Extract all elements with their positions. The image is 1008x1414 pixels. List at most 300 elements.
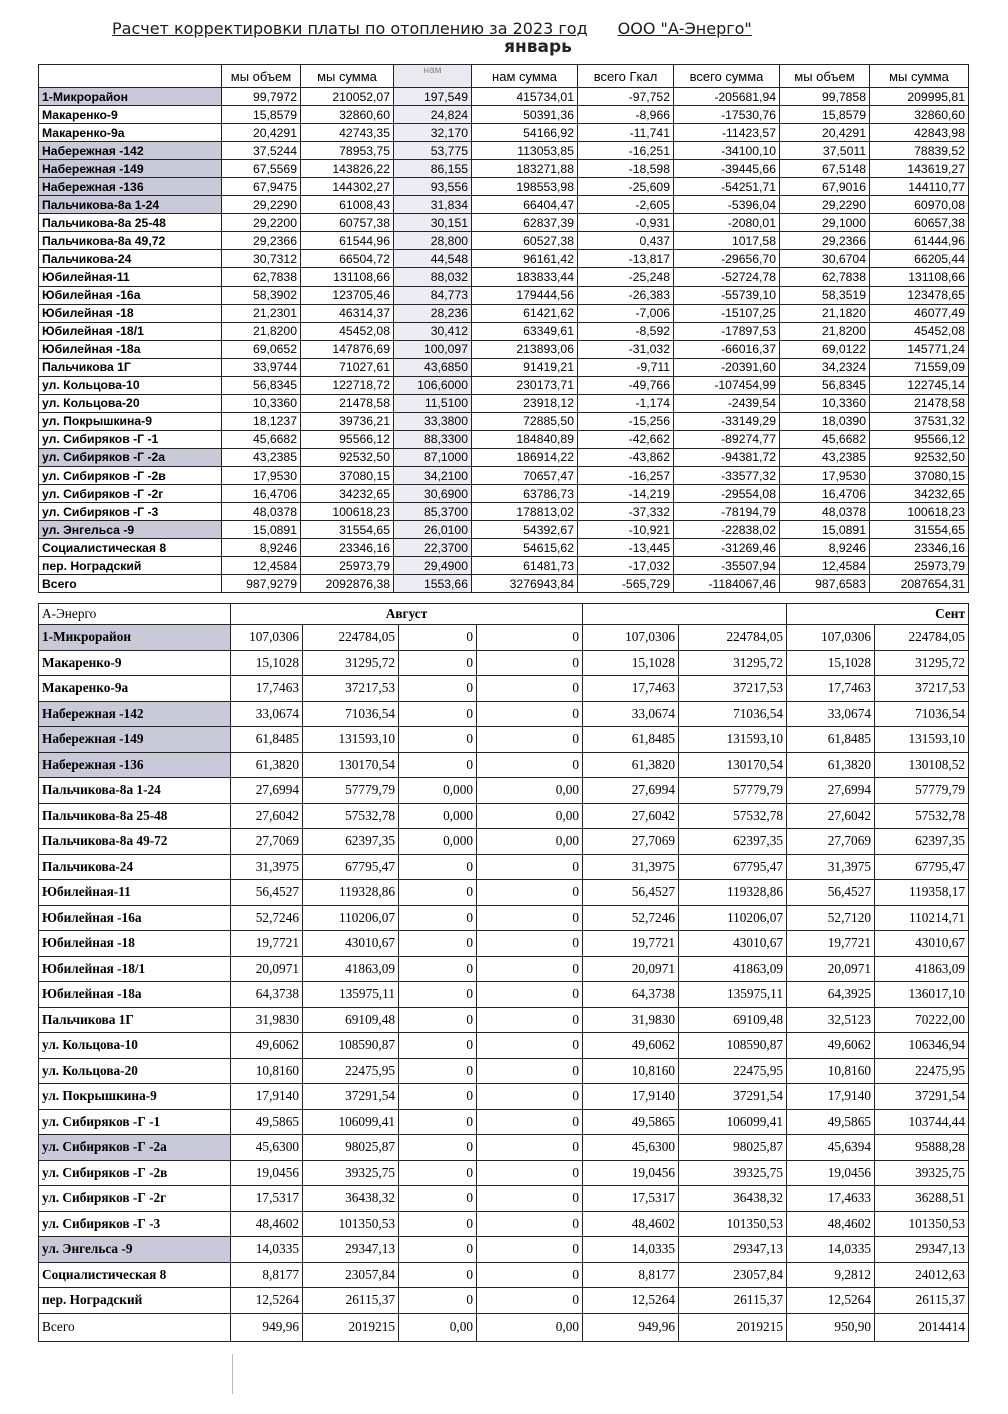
value-cell: 52,7120 (787, 905, 875, 931)
value-cell: 29,2200 (222, 214, 301, 232)
address-cell: Пальчикова-24 (39, 250, 222, 268)
value-cell: 987,6583 (780, 575, 870, 593)
value-cell: 78839,52 (870, 142, 969, 160)
value-cell: 29,2290 (780, 196, 870, 214)
value-cell: 30,6900 (394, 485, 472, 503)
value-cell: 57532,78 (875, 803, 969, 829)
value-cell: 43,2385 (780, 448, 870, 466)
value-cell: -25,248 (578, 268, 674, 286)
value-cell: -2,605 (578, 196, 674, 214)
address-cell: ул. Сибиряков -Г -3 (39, 503, 222, 521)
value-cell: 0 (399, 752, 477, 778)
value-cell: 12,5264 (231, 1288, 303, 1314)
value-cell: 1017,58 (674, 232, 780, 250)
value-cell: 31,3975 (583, 854, 679, 880)
value-cell: 0,437 (578, 232, 674, 250)
value-cell: 19,7721 (787, 931, 875, 957)
address-cell: Набережная -136 (39, 752, 231, 778)
value-cell: -55739,10 (674, 286, 780, 304)
value-cell: 11,5100 (394, 394, 472, 412)
table-row (39, 880, 969, 906)
value-cell: -26,383 (578, 286, 674, 304)
table-row (39, 752, 969, 778)
value-cell: -42,662 (578, 430, 674, 448)
value-cell: -8,592 (578, 322, 674, 340)
value-cell: 210052,07 (301, 88, 394, 106)
value-cell: 62397,35 (303, 829, 399, 855)
address-cell: Пальчикова-24 (39, 854, 231, 880)
value-cell: 0 (399, 676, 477, 702)
value-cell: 62397,35 (679, 829, 787, 855)
value-cell: 37217,53 (679, 676, 787, 702)
value-cell: 17,7463 (787, 676, 875, 702)
value-cell: 92532,50 (301, 448, 394, 466)
value-cell: 31,834 (394, 196, 472, 214)
scan-artifact-line (232, 1354, 233, 1394)
address-cell: Пальчикова-8а 1-24 (39, 196, 222, 214)
value-cell: 39325,75 (679, 1160, 787, 1186)
value-cell: 15,8579 (780, 106, 870, 124)
value-cell: 0 (399, 905, 477, 931)
table-row (39, 178, 969, 196)
value-cell: 0 (477, 854, 583, 880)
value-cell: 19,7721 (231, 931, 303, 957)
value-cell: 42843,98 (870, 124, 969, 142)
value-cell: -52724,78 (674, 268, 780, 286)
value-cell: 29,2290 (222, 196, 301, 214)
value-cell: 0 (399, 1186, 477, 1212)
value-cell: 61,3820 (583, 752, 679, 778)
value-cell: 49,6062 (787, 1033, 875, 1059)
address-cell: Макаренко-9 (39, 650, 231, 676)
value-cell: 88,032 (394, 268, 472, 286)
value-cell: 9,2812 (787, 1262, 875, 1288)
value-cell: -25,609 (578, 178, 674, 196)
org-name: ООО "А-Энерго" (617, 19, 752, 38)
value-cell: 32,170 (394, 124, 472, 142)
title-text: Расчет корректировки платы по отоплению за 2023 год (112, 19, 588, 38)
table-row (39, 250, 969, 268)
value-cell: 21,1820 (780, 304, 870, 322)
value-cell: 10,3360 (222, 394, 301, 412)
value-cell: 987,9279 (222, 575, 301, 593)
value-cell: 91419,21 (472, 358, 578, 376)
value-cell: 144110,77 (870, 178, 969, 196)
value-cell: 32860,60 (301, 106, 394, 124)
value-cell: 61544,96 (301, 232, 394, 250)
value-cell: 64,3925 (787, 982, 875, 1008)
value-cell: 135975,11 (679, 982, 787, 1008)
value-cell: 98025,87 (679, 1135, 787, 1161)
value-cell: 71036,54 (303, 701, 399, 727)
value-cell: 46077,49 (870, 304, 969, 322)
value-cell: 119328,86 (303, 880, 399, 906)
value-cell: 12,4584 (222, 557, 301, 575)
value-cell: 27,6042 (787, 803, 875, 829)
value-cell: 179444,56 (472, 286, 578, 304)
value-cell: 22475,95 (875, 1058, 969, 1084)
address-cell: ул. Кольцова-20 (39, 394, 222, 412)
table-row (39, 521, 969, 539)
value-cell: 31,3975 (231, 854, 303, 880)
value-cell: 31554,65 (870, 521, 969, 539)
value-cell: 0 (399, 956, 477, 982)
value-cell: -31269,46 (674, 539, 780, 557)
value-cell: 27,7069 (231, 829, 303, 855)
table-row (39, 160, 969, 178)
value-cell: 88,3300 (394, 430, 472, 448)
value-cell: 67795,47 (303, 854, 399, 880)
address-cell: ул. Сибиряков -Г -2в (39, 466, 222, 484)
address-cell: Всего (39, 575, 222, 593)
value-cell: -54251,71 (674, 178, 780, 196)
value-cell: 12,5264 (787, 1288, 875, 1314)
address-cell: пер. Ноградский (39, 1288, 231, 1314)
address-cell: Набережная -142 (39, 142, 222, 160)
value-cell: 0 (399, 1211, 477, 1237)
table-row (39, 1007, 969, 1033)
table-row (39, 676, 969, 702)
value-cell: 57779,79 (875, 778, 969, 804)
value-cell: 23918,12 (472, 394, 578, 412)
header-my-sum-2: мы сумма (870, 65, 969, 88)
value-cell: 15,8579 (222, 106, 301, 124)
value-cell: 2087654,31 (870, 575, 969, 593)
value-cell: 60970,08 (870, 196, 969, 214)
value-cell: 0 (399, 1160, 477, 1186)
value-cell: 209995,81 (870, 88, 969, 106)
value-cell: -17897,53 (674, 322, 780, 340)
value-cell: -29554,08 (674, 485, 780, 503)
value-cell: 78953,75 (301, 142, 394, 160)
value-cell: 21478,58 (870, 394, 969, 412)
value-cell: 20,4291 (222, 124, 301, 142)
value-cell: 103744,44 (875, 1109, 969, 1135)
table-row (39, 854, 969, 880)
value-cell: 31,9830 (231, 1007, 303, 1033)
table-row (39, 1058, 969, 1084)
value-cell: 101350,53 (303, 1211, 399, 1237)
address-cell: Юбилейная -18/1 (39, 322, 222, 340)
value-cell: 62,7838 (222, 268, 301, 286)
address-cell: ул. Покрышкина-9 (39, 412, 222, 430)
value-cell: 67795,47 (875, 854, 969, 880)
value-cell: 17,9140 (787, 1084, 875, 1110)
total-row (39, 575, 969, 593)
value-cell: 0 (399, 1033, 477, 1059)
table-row (39, 1211, 969, 1237)
address-cell: Пальчикова-8а 49-72 (39, 829, 231, 855)
address-cell: Юбилейная -16а (39, 286, 222, 304)
value-cell: 29,2366 (780, 232, 870, 250)
value-cell: 27,6042 (583, 803, 679, 829)
value-cell: 0 (477, 1007, 583, 1033)
value-cell: 61,3820 (787, 752, 875, 778)
value-cell: 100,097 (394, 340, 472, 358)
table-row (39, 304, 969, 322)
table-row (39, 1186, 969, 1212)
value-cell: 57779,79 (679, 778, 787, 804)
value-cell: 415734,01 (472, 88, 578, 106)
document-title (112, 19, 752, 38)
august-table (38, 603, 969, 1342)
value-cell: 113053,85 (472, 142, 578, 160)
january-table (38, 64, 969, 593)
value-cell: 26115,37 (679, 1288, 787, 1314)
address-cell: Социалистическая 8 (39, 539, 222, 557)
value-cell: 17,9140 (231, 1084, 303, 1110)
table-row (39, 803, 969, 829)
value-cell: 31554,65 (301, 521, 394, 539)
value-cell: 0 (477, 956, 583, 982)
value-cell: 0 (399, 625, 477, 651)
value-cell: -7,006 (578, 304, 674, 322)
value-cell: 57532,78 (679, 803, 787, 829)
table-row (39, 106, 969, 124)
value-cell: 107,0306 (787, 625, 875, 651)
value-cell: 56,8345 (780, 376, 870, 394)
header-total-gcal: всего Гкал (578, 65, 674, 88)
value-cell: 22,3700 (394, 539, 472, 557)
value-cell: 30,151 (394, 214, 472, 232)
address-cell: Юбилейная-11 (39, 880, 231, 906)
value-cell: 106346,94 (875, 1033, 969, 1059)
value-cell: 0 (477, 1186, 583, 1212)
value-cell: 0,000 (399, 778, 477, 804)
value-cell: 0 (477, 1135, 583, 1161)
value-cell: 15,0891 (780, 521, 870, 539)
value-cell: 20,0971 (231, 956, 303, 982)
value-cell: 56,8345 (222, 376, 301, 394)
value-cell: -89274,77 (674, 430, 780, 448)
month-heading-january: январь (504, 37, 572, 57)
address-cell: ул. Сибиряков -Г -1 (39, 430, 222, 448)
org-label: А-Энерго (39, 604, 231, 625)
value-cell: 29347,13 (679, 1237, 787, 1263)
value-cell: 224784,05 (303, 625, 399, 651)
address-cell: ул. Энгельса -9 (39, 521, 222, 539)
value-cell: 60757,38 (301, 214, 394, 232)
table-row (39, 376, 969, 394)
value-cell: 84,773 (394, 286, 472, 304)
address-cell: Юбилейная -18а (39, 982, 231, 1008)
table-row (39, 232, 969, 250)
value-cell: 0 (477, 880, 583, 906)
table-row (39, 466, 969, 484)
address-cell: ул. Сибиряков -Г -2а (39, 1135, 231, 1161)
value-cell: -205681,94 (674, 88, 780, 106)
value-cell: 64,3738 (231, 982, 303, 1008)
value-cell: 0 (477, 1237, 583, 1263)
value-cell: 31,3975 (787, 854, 875, 880)
address-cell: Юбилейная -18 (39, 931, 231, 957)
value-cell: 48,4602 (231, 1211, 303, 1237)
value-cell: -1,174 (578, 394, 674, 412)
table-row (39, 1084, 969, 1110)
value-cell: 48,4602 (787, 1211, 875, 1237)
value-cell: 20,0971 (787, 956, 875, 982)
value-cell: 135975,11 (303, 982, 399, 1008)
address-cell: Пальчикова-8а 49,72 (39, 232, 222, 250)
value-cell: 31295,72 (303, 650, 399, 676)
value-cell: 0,00 (399, 1313, 477, 1341)
value-cell: 130108,52 (875, 752, 969, 778)
value-cell: 28,800 (394, 232, 472, 250)
header-nam: нам (394, 65, 472, 88)
address-cell: 1-Микрорайон (39, 88, 222, 106)
value-cell: -94381,72 (674, 448, 780, 466)
address-cell: ул. Кольцова-10 (39, 376, 222, 394)
value-cell: 17,7463 (231, 676, 303, 702)
value-cell: 17,9530 (780, 466, 870, 484)
value-cell: 106099,41 (679, 1109, 787, 1135)
value-cell: 61444,96 (870, 232, 969, 250)
address-cell: ул. Кольцова-20 (39, 1058, 231, 1084)
value-cell: 34,2100 (394, 466, 472, 484)
value-cell: 0 (399, 1237, 477, 1263)
address-cell: Пальчикова-8а 25-48 (39, 214, 222, 232)
value-cell: 66504,72 (301, 250, 394, 268)
value-cell: 0,00 (477, 803, 583, 829)
value-cell: 106,6000 (394, 376, 472, 394)
value-cell: 2019215 (303, 1313, 399, 1341)
value-cell: 27,6994 (231, 778, 303, 804)
value-cell: 0,00 (477, 1313, 583, 1341)
value-cell: 15,1028 (787, 650, 875, 676)
section-gap (38, 595, 968, 601)
value-cell: 1553,66 (394, 575, 472, 593)
value-cell: 23057,84 (679, 1262, 787, 1288)
value-cell: 54166,92 (472, 124, 578, 142)
table-row (39, 982, 969, 1008)
value-cell: 145771,24 (870, 340, 969, 358)
value-cell: 39325,75 (303, 1160, 399, 1186)
table-row (39, 322, 969, 340)
table-row (39, 727, 969, 753)
value-cell: 107,0306 (583, 625, 679, 651)
value-cell: 43,2385 (222, 448, 301, 466)
value-cell: 0 (477, 676, 583, 702)
value-cell: 15,1028 (583, 650, 679, 676)
value-cell: 101350,53 (875, 1211, 969, 1237)
address-cell: Пальчикова-8а 25-48 (39, 803, 231, 829)
value-cell: 39325,75 (875, 1160, 969, 1186)
value-cell: 143619,27 (870, 160, 969, 178)
value-cell: 17,9140 (583, 1084, 679, 1110)
value-cell: 58,3519 (780, 286, 870, 304)
value-cell: 107,0306 (231, 625, 303, 651)
address-cell: Юбилейная -18 (39, 304, 222, 322)
table-row (39, 625, 969, 651)
value-cell: 8,8177 (231, 1262, 303, 1288)
address-cell: Юбилейная -18а (39, 340, 222, 358)
value-cell: 71036,54 (875, 701, 969, 727)
value-cell: 37217,53 (303, 676, 399, 702)
value-cell: 224784,05 (679, 625, 787, 651)
value-cell: 14,0335 (583, 1237, 679, 1263)
table-row (39, 142, 969, 160)
value-cell: 61,8485 (583, 727, 679, 753)
value-cell: 0 (477, 1109, 583, 1135)
value-cell: 14,0335 (787, 1237, 875, 1263)
value-cell: 15,0891 (222, 521, 301, 539)
value-cell: -11,741 (578, 124, 674, 142)
address-cell: ул. Энгельса -9 (39, 1237, 231, 1263)
value-cell: 123478,65 (870, 286, 969, 304)
value-cell: 49,5865 (583, 1109, 679, 1135)
value-cell: -107454,99 (674, 376, 780, 394)
address-cell: Набережная -142 (39, 701, 231, 727)
value-cell: 0 (477, 701, 583, 727)
value-cell: 99,7972 (222, 88, 301, 106)
value-cell: 67795,47 (679, 854, 787, 880)
value-cell: 61008,43 (301, 196, 394, 214)
value-cell: 67,5148 (780, 160, 870, 178)
value-cell: 33,3800 (394, 412, 472, 430)
value-cell: 0 (399, 1058, 477, 1084)
value-cell: 197,549 (394, 88, 472, 106)
value-cell: 17,9530 (222, 466, 301, 484)
address-cell: ул. Покрышкина-9 (39, 1084, 231, 1110)
value-cell: 10,8160 (583, 1058, 679, 1084)
value-cell: 119328,86 (679, 880, 787, 906)
value-cell: 100618,23 (870, 503, 969, 521)
value-cell: 17,7463 (583, 676, 679, 702)
value-cell: 49,6062 (231, 1033, 303, 1059)
value-cell: 36438,32 (303, 1186, 399, 1212)
value-cell: 95566,12 (301, 430, 394, 448)
address-cell: ул. Сибиряков -Г -3 (39, 1211, 231, 1237)
header-blank (583, 604, 787, 625)
value-cell: 0 (477, 1262, 583, 1288)
value-cell: 58,3902 (222, 286, 301, 304)
value-cell: 95888,28 (875, 1135, 969, 1161)
value-cell: -37,332 (578, 503, 674, 521)
value-cell: 41863,09 (303, 956, 399, 982)
value-cell: -17530,76 (674, 106, 780, 124)
value-cell: 213893,06 (472, 340, 578, 358)
value-cell: 95566,12 (870, 430, 969, 448)
value-cell: 56,4527 (787, 880, 875, 906)
value-cell: 37080,15 (301, 466, 394, 484)
value-cell: 2014414 (875, 1313, 969, 1341)
value-cell: 48,0378 (780, 503, 870, 521)
value-cell: 147876,69 (301, 340, 394, 358)
value-cell: 45,6682 (222, 430, 301, 448)
value-cell: 42743,35 (301, 124, 394, 142)
value-cell: -8,966 (578, 106, 674, 124)
value-cell: 27,7069 (583, 829, 679, 855)
value-cell: 71036,54 (679, 701, 787, 727)
value-cell: 31295,72 (875, 650, 969, 676)
value-cell: 57532,78 (303, 803, 399, 829)
value-cell: 12,5264 (583, 1288, 679, 1314)
address-cell: Пальчикова-8а 1-24 (39, 778, 231, 804)
value-cell: -66016,37 (674, 340, 780, 358)
value-cell: -18,598 (578, 160, 674, 178)
value-cell: 70657,47 (472, 466, 578, 484)
value-cell: -33577,32 (674, 466, 780, 484)
table-row (39, 503, 969, 521)
value-cell: 49,5865 (787, 1109, 875, 1135)
value-cell: -14,219 (578, 485, 674, 503)
value-cell: 131593,10 (679, 727, 787, 753)
value-cell: 17,5317 (231, 1186, 303, 1212)
january-header-row (39, 65, 969, 88)
value-cell: 99,7858 (780, 88, 870, 106)
table-row (39, 214, 969, 232)
value-cell: 64,3738 (583, 982, 679, 1008)
